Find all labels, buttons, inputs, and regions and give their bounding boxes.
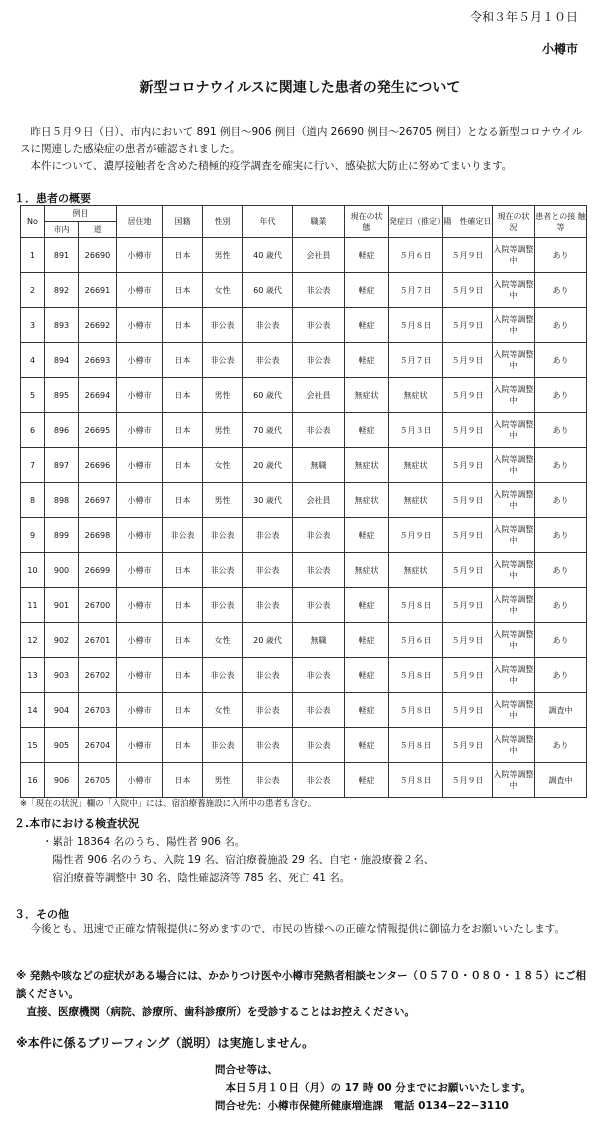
cell-residence: 小樽市 bbox=[117, 518, 163, 553]
cell-case-pref: 26692 bbox=[79, 308, 117, 343]
cell-contact: あり bbox=[535, 238, 587, 273]
table-row bbox=[21, 693, 587, 728]
cell-status: 入院等調整中 bbox=[493, 308, 535, 343]
cell-sex: 女性 bbox=[203, 273, 243, 308]
cell-no: 15 bbox=[21, 728, 45, 763]
cell-contact: 調査中 bbox=[535, 763, 587, 798]
cell-positive-date: ５月９日 bbox=[443, 693, 493, 728]
cell-status: 入院等調整中 bbox=[493, 728, 535, 763]
cell-nationality: 日本 bbox=[163, 588, 203, 623]
cell-positive-date: ５月９日 bbox=[443, 623, 493, 658]
cell-condition: 軽症 bbox=[345, 308, 389, 343]
cell-positive-date: ５月９日 bbox=[443, 308, 493, 343]
cell-case-pref: 26690 bbox=[79, 238, 117, 273]
cell-onset: ５月６日 bbox=[389, 238, 443, 273]
cell-occupation: 非公表 bbox=[293, 343, 345, 378]
consultation-warning bbox=[16, 967, 591, 1021]
cell-residence: 小樽市 bbox=[117, 273, 163, 308]
cell-residence: 小樽市 bbox=[117, 238, 163, 273]
cell-status: 入院等調整中 bbox=[493, 623, 535, 658]
cell-residence: 小樽市 bbox=[117, 378, 163, 413]
cell-condition: 無症状 bbox=[345, 448, 389, 483]
section-1-heading: １．患者の概要 bbox=[14, 192, 91, 205]
cell-condition: 軽症 bbox=[345, 238, 389, 273]
cell-nationality: 日本 bbox=[163, 343, 203, 378]
table-row bbox=[21, 588, 587, 623]
contact-info bbox=[215, 1061, 531, 1115]
cell-condition: 軽症 bbox=[345, 413, 389, 448]
section-2-heading: ２.本市における検査状況 bbox=[14, 817, 140, 830]
cell-status: 入院等調整中 bbox=[493, 448, 535, 483]
cell-residence: 小樽市 bbox=[117, 588, 163, 623]
cell-age: 非公表 bbox=[243, 553, 293, 588]
cell-contact: あり bbox=[535, 413, 587, 448]
cell-sex: 男性 bbox=[203, 483, 243, 518]
cell-contact: あり bbox=[535, 518, 587, 553]
cell-no: 13 bbox=[21, 658, 45, 693]
testing-line-2: 陽性者 906 名のうち、入院 19 名、宿泊療養施設 29 名、自宅・施設療養２名、 bbox=[42, 854, 435, 866]
cell-contact: あり bbox=[535, 378, 587, 413]
cell-occupation: 会社員 bbox=[293, 483, 345, 518]
cell-sex: 非公表 bbox=[203, 588, 243, 623]
cell-no: 8 bbox=[21, 483, 45, 518]
cell-case-city: 898 bbox=[45, 483, 79, 518]
cell-sex: 非公表 bbox=[203, 308, 243, 343]
cell-nationality: 日本 bbox=[163, 483, 203, 518]
table-row bbox=[21, 728, 587, 763]
cell-residence: 小樽市 bbox=[117, 308, 163, 343]
cell-case-city: 893 bbox=[45, 308, 79, 343]
cell-onset: ５月３日 bbox=[389, 413, 443, 448]
cell-sex: 男性 bbox=[203, 378, 243, 413]
table-row bbox=[21, 658, 587, 693]
cell-case-pref: 26691 bbox=[79, 273, 117, 308]
testing-line-3: 宿泊療養等調整中 30 名、陰性確認済等 785 名、死亡 41 名。 bbox=[42, 872, 351, 884]
cell-no: 11 bbox=[21, 588, 45, 623]
table-row bbox=[21, 238, 587, 273]
cell-nationality: 日本 bbox=[163, 553, 203, 588]
cell-age: 20 歳代 bbox=[243, 623, 293, 658]
cell-no: 5 bbox=[21, 378, 45, 413]
cell-residence: 小樽市 bbox=[117, 413, 163, 448]
cell-occupation: 非公表 bbox=[293, 273, 345, 308]
cell-age: 非公表 bbox=[243, 588, 293, 623]
cell-age: 70 歳代 bbox=[243, 413, 293, 448]
cell-nationality: 日本 bbox=[163, 273, 203, 308]
cell-positive-date: ５月９日 bbox=[443, 413, 493, 448]
cell-nationality: 日本 bbox=[163, 238, 203, 273]
cell-case-city: 895 bbox=[45, 378, 79, 413]
cell-case-city: 903 bbox=[45, 658, 79, 693]
cell-case-city: 896 bbox=[45, 413, 79, 448]
cell-positive-date: ５月９日 bbox=[443, 658, 493, 693]
briefing-notice: ※本件に係るブリーフィング（説明）は実施しません。 bbox=[16, 1036, 315, 1050]
cell-no: 1 bbox=[21, 238, 45, 273]
cell-age: 40 歳代 bbox=[243, 238, 293, 273]
cell-case-city: 905 bbox=[45, 728, 79, 763]
cell-case-pref: 26703 bbox=[79, 693, 117, 728]
cell-residence: 小樽市 bbox=[117, 448, 163, 483]
cell-nationality: 日本 bbox=[163, 413, 203, 448]
table-row bbox=[21, 308, 587, 343]
cell-case-city: 904 bbox=[45, 693, 79, 728]
cell-onset: ５月７日 bbox=[389, 343, 443, 378]
cell-status: 入院等調整中 bbox=[493, 763, 535, 798]
cell-status: 入院等調整中 bbox=[493, 273, 535, 308]
cell-age: 非公表 bbox=[243, 658, 293, 693]
header-sex: 性別 bbox=[203, 206, 243, 238]
contact-line-1: 問合せ等は、 bbox=[215, 1064, 278, 1076]
cell-case-pref: 26693 bbox=[79, 343, 117, 378]
cell-age: 非公表 bbox=[243, 343, 293, 378]
cell-age: 非公表 bbox=[243, 308, 293, 343]
cell-case-pref: 26699 bbox=[79, 553, 117, 588]
cell-case-pref: 26698 bbox=[79, 518, 117, 553]
cell-occupation: 非公表 bbox=[293, 553, 345, 588]
header-no: No bbox=[21, 206, 45, 238]
other-paragraph: 今後とも、迅速で正確な情報提供に努めますので、市民の皆様への正確な情報提供に御協力をお願いいたします。 bbox=[20, 923, 565, 935]
cell-age: 30 歳代 bbox=[243, 483, 293, 518]
patient-table-body bbox=[21, 238, 587, 798]
cell-positive-date: ５月９日 bbox=[443, 483, 493, 518]
contact-line-3: 問合せ先：小樽市保健所健康増進課 電話 0134−22−3110 bbox=[215, 1100, 509, 1112]
cell-onset: ５月８日 bbox=[389, 308, 443, 343]
cell-contact: あり bbox=[535, 308, 587, 343]
header-current-status: 現在の状 況 bbox=[493, 206, 535, 238]
cell-occupation: 非公表 bbox=[293, 518, 345, 553]
cell-age: 非公表 bbox=[243, 728, 293, 763]
cell-occupation: 非公表 bbox=[293, 658, 345, 693]
cell-occupation: 非公表 bbox=[293, 588, 345, 623]
cell-occupation: 会社員 bbox=[293, 378, 345, 413]
cell-case-pref: 26700 bbox=[79, 588, 117, 623]
intro-line-2: 本件について、濃厚接触者を含めた積極的疫学調査を確実に行い、感染拡大防止に努めてまいります。 bbox=[20, 160, 513, 172]
table-row bbox=[21, 623, 587, 658]
cell-positive-date: ５月９日 bbox=[443, 518, 493, 553]
cell-case-city: 894 bbox=[45, 343, 79, 378]
cell-nationality: 日本 bbox=[163, 308, 203, 343]
cell-no: 4 bbox=[21, 343, 45, 378]
cell-residence: 小樽市 bbox=[117, 763, 163, 798]
cell-positive-date: ５月９日 bbox=[443, 588, 493, 623]
cell-condition: 無症状 bbox=[345, 483, 389, 518]
cell-sex: 女性 bbox=[203, 448, 243, 483]
cell-nationality: 日本 bbox=[163, 623, 203, 658]
cell-onset: 無症状 bbox=[389, 553, 443, 588]
cell-no: 9 bbox=[21, 518, 45, 553]
cell-onset: 無症状 bbox=[389, 483, 443, 518]
cell-status: 入院等調整中 bbox=[493, 483, 535, 518]
testing-line-1: ・累計 18364 名のうち、陽性者 906 名。 bbox=[42, 836, 246, 848]
cell-sex: 男性 bbox=[203, 763, 243, 798]
cell-condition: 無症状 bbox=[345, 378, 389, 413]
cell-age: 非公表 bbox=[243, 693, 293, 728]
header-case-pref: 道 bbox=[79, 222, 117, 238]
cell-contact: あり bbox=[535, 483, 587, 518]
cell-occupation: 非公表 bbox=[293, 693, 345, 728]
cell-case-pref: 26697 bbox=[79, 483, 117, 518]
cell-no: 16 bbox=[21, 763, 45, 798]
cell-condition: 軽症 bbox=[345, 728, 389, 763]
cell-status: 入院等調整中 bbox=[493, 658, 535, 693]
cell-no: 10 bbox=[21, 553, 45, 588]
cell-condition: 軽症 bbox=[345, 273, 389, 308]
cell-contact: あり bbox=[535, 448, 587, 483]
cell-sex: 女性 bbox=[203, 623, 243, 658]
cell-residence: 小樽市 bbox=[117, 623, 163, 658]
cell-residence: 小樽市 bbox=[117, 658, 163, 693]
cell-contact: あり bbox=[535, 273, 587, 308]
cell-no: 12 bbox=[21, 623, 45, 658]
warning-line-1: ※ 発熱や咳などの症状がある場合には、かかりつけ医や小樽市発熱者相談センター（０５７０・０８０・１８５）にご相談ください。 bbox=[16, 970, 586, 1000]
cell-case-pref: 26704 bbox=[79, 728, 117, 763]
cell-positive-date: ５月９日 bbox=[443, 378, 493, 413]
cell-condition: 軽症 bbox=[345, 588, 389, 623]
table-row bbox=[21, 343, 587, 378]
cell-status: 入院等調整中 bbox=[493, 413, 535, 448]
cell-nationality: 日本 bbox=[163, 448, 203, 483]
cell-contact: あり bbox=[535, 588, 587, 623]
cell-onset: 無症状 bbox=[389, 448, 443, 483]
table-note: ※「現在の状況」欄の「入院中」には、宿泊療養施設に入所中の患者も含む。 bbox=[20, 799, 317, 809]
cell-residence: 小樽市 bbox=[117, 553, 163, 588]
cell-positive-date: ５月９日 bbox=[443, 238, 493, 273]
cell-sex: 男性 bbox=[203, 413, 243, 448]
header-case-city: 市内 bbox=[45, 222, 79, 238]
cell-condition: 軽症 bbox=[345, 343, 389, 378]
cell-occupation: 無職 bbox=[293, 448, 345, 483]
cell-status: 入院等調整中 bbox=[493, 588, 535, 623]
table-row bbox=[21, 448, 587, 483]
cell-positive-date: ５月９日 bbox=[443, 343, 493, 378]
document-title: 新型コロナウイルスに関連した患者の発生について bbox=[139, 80, 461, 96]
contact-line-2: 本日５月１０日（月）の 17 時 00 分までにお願いいたします。 bbox=[215, 1082, 532, 1094]
cell-status: 入院等調整中 bbox=[493, 343, 535, 378]
header-occupation: 職業 bbox=[293, 206, 345, 238]
cell-no: 7 bbox=[21, 448, 45, 483]
cell-sex: 非公表 bbox=[203, 518, 243, 553]
cell-no: 14 bbox=[21, 693, 45, 728]
table-row bbox=[21, 553, 587, 588]
cell-case-pref: 26695 bbox=[79, 413, 117, 448]
cell-contact: あり bbox=[535, 728, 587, 763]
cell-onset: ５月８日 bbox=[389, 763, 443, 798]
cell-condition: 無症状 bbox=[345, 553, 389, 588]
section-3-heading: ３．その他 bbox=[14, 908, 69, 921]
header-nationality: 国籍 bbox=[163, 206, 203, 238]
header-contact: 患者との接 触 等 bbox=[535, 206, 587, 238]
cell-case-pref: 26696 bbox=[79, 448, 117, 483]
cell-sex: 非公表 bbox=[203, 658, 243, 693]
cell-residence: 小樽市 bbox=[117, 483, 163, 518]
cell-occupation: 非公表 bbox=[293, 728, 345, 763]
cell-case-city: 897 bbox=[45, 448, 79, 483]
cell-sex: 非公表 bbox=[203, 553, 243, 588]
cell-contact: 調査中 bbox=[535, 693, 587, 728]
warning-line-2: 直接、医療機関（病院、診療所、歯科診療所）を受診することはお控えください。 bbox=[16, 1006, 415, 1018]
cell-sex: 非公表 bbox=[203, 728, 243, 763]
patient-table bbox=[20, 205, 587, 798]
issuer-city: 小樽市 bbox=[541, 42, 578, 56]
cell-case-pref: 26701 bbox=[79, 623, 117, 658]
cell-age: 60 歳代 bbox=[243, 273, 293, 308]
header-case: 例目 bbox=[45, 206, 117, 222]
table-row bbox=[21, 273, 587, 308]
cell-age: 20 歳代 bbox=[243, 448, 293, 483]
cell-sex: 女性 bbox=[203, 693, 243, 728]
cell-case-city: 891 bbox=[45, 238, 79, 273]
cell-case-city: 906 bbox=[45, 763, 79, 798]
cell-case-pref: 26702 bbox=[79, 658, 117, 693]
cell-nationality: 日本 bbox=[163, 728, 203, 763]
cell-age: 60 歳代 bbox=[243, 378, 293, 413]
table-row bbox=[21, 483, 587, 518]
cell-occupation: 無職 bbox=[293, 623, 345, 658]
document-date: 令和３年５月１０日 bbox=[469, 10, 578, 24]
cell-occupation: 非公表 bbox=[293, 763, 345, 798]
cell-onset: ５月８日 bbox=[389, 588, 443, 623]
cell-onset: 無症状 bbox=[389, 378, 443, 413]
cell-positive-date: ５月９日 bbox=[443, 553, 493, 588]
cell-status: 入院等調整中 bbox=[493, 518, 535, 553]
cell-nationality: 日本 bbox=[163, 658, 203, 693]
cell-onset: ５月８日 bbox=[389, 658, 443, 693]
cell-nationality: 日本 bbox=[163, 763, 203, 798]
header-residence: 居住地 bbox=[117, 206, 163, 238]
cell-nationality: 日本 bbox=[163, 693, 203, 728]
cell-positive-date: ５月９日 bbox=[443, 728, 493, 763]
header-onset: 発症日（推定） bbox=[389, 206, 443, 238]
cell-occupation: 非公表 bbox=[293, 308, 345, 343]
header-positive-date: 陽 性確定日 bbox=[443, 206, 493, 238]
cell-occupation: 会社員 bbox=[293, 238, 345, 273]
cell-onset: ５月８日 bbox=[389, 728, 443, 763]
cell-status: 入院等調整中 bbox=[493, 238, 535, 273]
cell-nationality: 日本 bbox=[163, 378, 203, 413]
cell-contact: あり bbox=[535, 553, 587, 588]
cell-age: 非公表 bbox=[243, 763, 293, 798]
cell-status: 入院等調整中 bbox=[493, 378, 535, 413]
cell-contact: あり bbox=[535, 343, 587, 378]
cell-sex: 非公表 bbox=[203, 343, 243, 378]
cell-sex: 男性 bbox=[203, 238, 243, 273]
cell-no: 3 bbox=[21, 308, 45, 343]
cell-onset: ５月８日 bbox=[389, 693, 443, 728]
cell-condition: 軽症 bbox=[345, 658, 389, 693]
cell-condition: 軽症 bbox=[345, 623, 389, 658]
header-current-condition: 現在の状 態 bbox=[345, 206, 389, 238]
cell-positive-date: ５月９日 bbox=[443, 763, 493, 798]
cell-onset: ５月７日 bbox=[389, 273, 443, 308]
cell-case-city: 902 bbox=[45, 623, 79, 658]
cell-case-city: 892 bbox=[45, 273, 79, 308]
cell-no: 2 bbox=[21, 273, 45, 308]
cell-occupation: 非公表 bbox=[293, 413, 345, 448]
cell-no: 6 bbox=[21, 413, 45, 448]
cell-residence: 小樽市 bbox=[117, 728, 163, 763]
cell-onset: ５月９日 bbox=[389, 518, 443, 553]
cell-condition: 軽症 bbox=[345, 693, 389, 728]
cell-residence: 小樽市 bbox=[117, 693, 163, 728]
cell-case-city: 899 bbox=[45, 518, 79, 553]
cell-residence: 小樽市 bbox=[117, 343, 163, 378]
table-row bbox=[21, 413, 587, 448]
table-row bbox=[21, 378, 587, 413]
header-age: 年代 bbox=[243, 206, 293, 238]
cell-positive-date: ５月９日 bbox=[443, 273, 493, 308]
cell-case-city: 900 bbox=[45, 553, 79, 588]
cell-status: 入院等調整中 bbox=[493, 693, 535, 728]
cell-nationality: 非公表 bbox=[163, 518, 203, 553]
table-row bbox=[21, 763, 587, 798]
intro-line-1: 昨日５月９日（日）、市内において 891 例目～906 例目（道内 26690 例目～26705 例目）となる新型コロナウイルスに関連した感染症の患者が確認されました。 bbox=[20, 126, 583, 155]
cell-case-city: 901 bbox=[45, 588, 79, 623]
cell-onset: ５月６日 bbox=[389, 623, 443, 658]
cell-condition: 軽症 bbox=[345, 763, 389, 798]
table-row bbox=[21, 518, 587, 553]
cell-condition: 軽症 bbox=[345, 518, 389, 553]
cell-case-pref: 26694 bbox=[79, 378, 117, 413]
patient-table-header bbox=[21, 206, 587, 238]
cell-age: 非公表 bbox=[243, 518, 293, 553]
cell-status: 入院等調整中 bbox=[493, 553, 535, 588]
cell-contact: あり bbox=[535, 658, 587, 693]
cell-positive-date: ５月９日 bbox=[443, 448, 493, 483]
testing-status bbox=[42, 833, 434, 887]
cell-contact: あり bbox=[535, 623, 587, 658]
cell-case-pref: 26705 bbox=[79, 763, 117, 798]
intro-paragraph bbox=[20, 124, 588, 175]
